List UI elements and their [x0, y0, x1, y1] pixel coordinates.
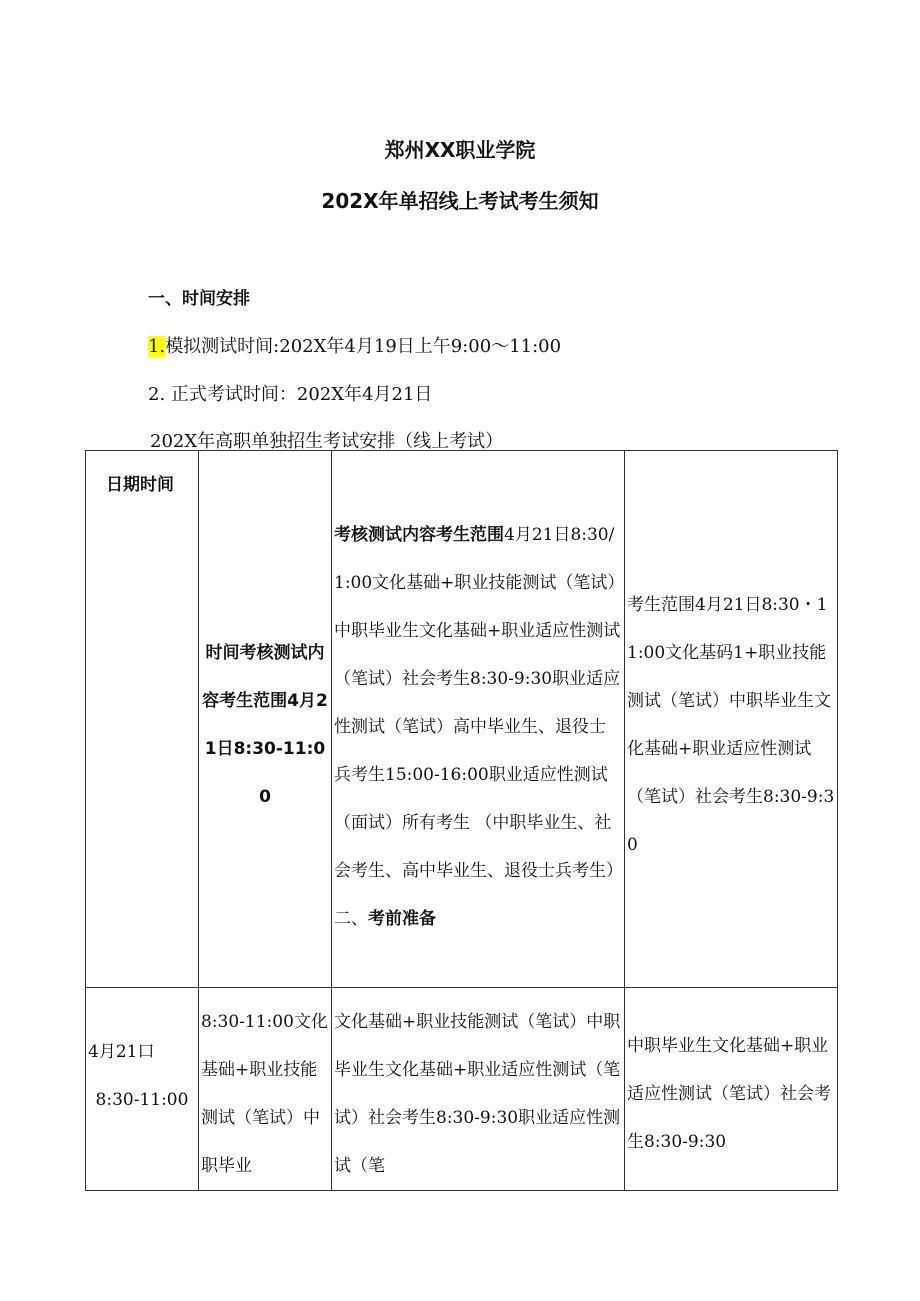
formal-exam-time: 2. 正式考试时间：202X年4月21日 [148, 384, 433, 405]
date-cell [86, 988, 198, 1124]
content-heading: 考核测试内容考生范围 [334, 525, 504, 545]
table-cell [332, 988, 625, 1191]
content-cell [332, 451, 624, 943]
mock-test-time [148, 332, 561, 358]
header-time-content: 时间考核测试内容考生范围4月21日8:30-11:00 [202, 643, 328, 807]
scope-cell: 中职毕业生文化基础+职业适应性测试（笔试）社会考生8:30-9:30 [627, 1036, 831, 1152]
table-cell [86, 451, 199, 988]
table-cell [199, 451, 332, 988]
table-cell [199, 988, 332, 1191]
table-row [86, 451, 838, 988]
table-caption: 202X年高职单独招生考试安排（线上考试） [150, 431, 504, 452]
time-content-cell: 8:30-11:00文化基础+职业技能测试（笔试）中职毕业 [201, 1012, 328, 1176]
table-cell [332, 451, 625, 988]
school-name: 郑州XX职业学院 [384, 138, 536, 162]
content-text: 4月21日8:30/1:00文化基础+职业技能测试（笔试）中职毕业生文化基础+职业适应性测试（笔试）社会考生8:30-9:30职业适应性测试（笔试）高中毕业生、退役士兵考生15:00-16:00职业适应性测试（面试）所有考生 （中职毕业生、社会考生、高中毕业生、退役士兵考生）二、 [334, 525, 621, 929]
mock-test-text: 模拟测试时间:202X年4月19日上午9:00～11:00 [165, 336, 562, 357]
content-tail-heading: 考前准备 [368, 909, 436, 929]
table-cell [625, 451, 838, 988]
document-title: 202X年单招线上考试考生须知 [321, 189, 599, 213]
header-date-time: 日期时间 [106, 475, 174, 495]
date-line: 4月21口 [88, 1042, 155, 1062]
section-heading-schedule: 一、时间安排 [148, 289, 250, 309]
exam-schedule-table [85, 450, 838, 1191]
table-cell [86, 988, 199, 1191]
table-row [86, 988, 838, 1191]
table-cell [625, 988, 838, 1191]
time-line: 8:30-11:00 [95, 1090, 189, 1110]
highlighted-number: 1. [148, 336, 166, 357]
scope-cell: 考生范围4月21日8:30・11:00文化基码1+职业技能测试（笔试）中职毕业生文化基础+职业适应性测试（笔试）社会考生8:30-9:30 [627, 595, 835, 855]
content-cell: 文化基础+职业技能测试（笔试）中职毕业生文化基础+职业适应性测试（笔试）社会考生8:30-9:30职业适应性测试（笔 [334, 1012, 621, 1176]
